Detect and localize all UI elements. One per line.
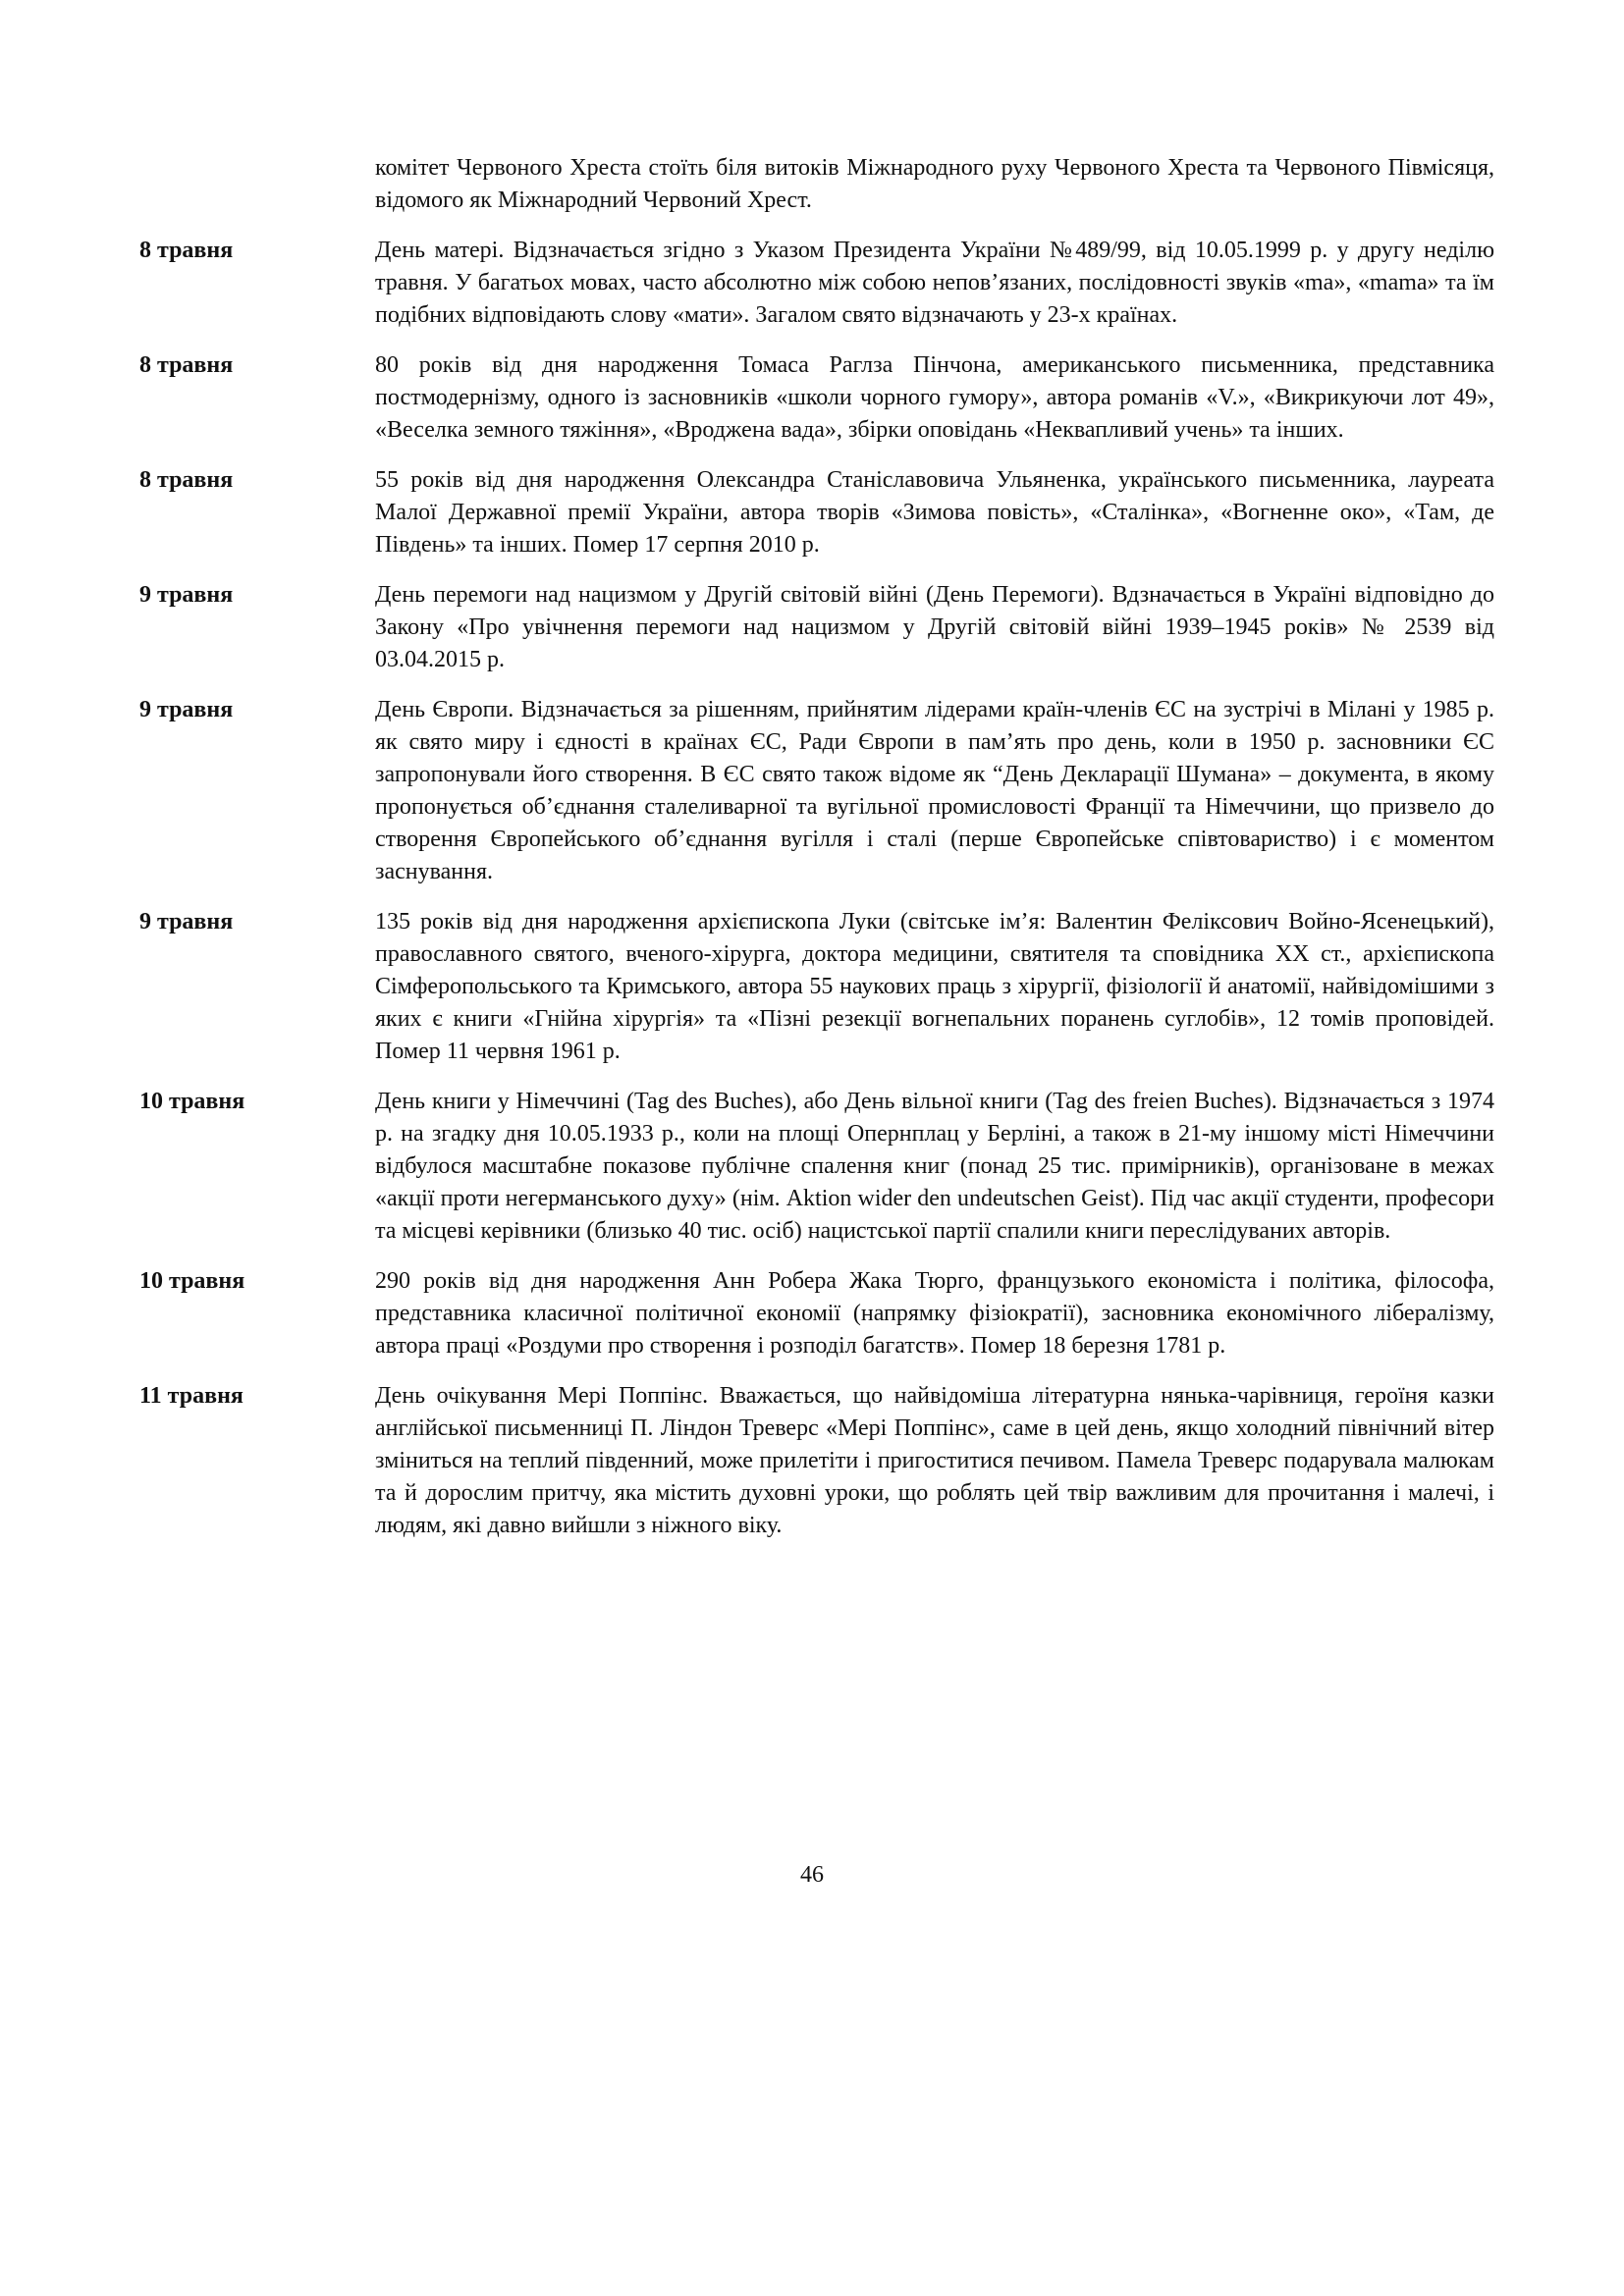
entry-date: 10 травня	[139, 1268, 245, 1294]
entry-text: 135 років від дня народження архієпископа Луки (світське ім’я: Валентин Феліксович Войно-Ясенецький), православного святого, вченого-хірурга, доктора медицини, святителя та сповідника XX ст., архієпископа Сімферопольського та Кримського, автора 55 наукових праць з хірургії, фізіології й анатомії, найвідомішими з яких є книги «Гнійна хірургія» та «Пізні резекції вогнепальних поранень суглобів», 12 томів проповідей. Помер 11 червня 1961 р.	[375, 909, 1494, 1064]
calendar-entry	[139, 464, 1494, 561]
entry-text: День очікування Мері Поппінс. Вважається, що найвідоміша літературна нянька-чарівниця, героїня казки англійської письменниці П. Ліндон Треверс «Мері Поппінс», саме в цей день, якщо холодний північний вітер зміниться на теплий південний, може прилетіти і пригоститися печивом. Памела Треверс подарувала малюкам та й дорослим притчу, яка містить духовні уроки, що роблять цей твір важливим для прочитання і малечі, і людям, які давно вийшли з ніжного віку.	[375, 1383, 1494, 1538]
entry-text: День Європи. Відзначається за рішенням, прийнятим лідерами країн-членів ЄС на зустрічі в Мілані у 1985 р. як свято миру і єдності в країнах ЄС, Ради Європи в пам’ять про день, коли в 1950 р. засновники ЄС запропонували його створення. В ЄС свято також відоме як “День Декларації Шумана» – документа, в якому пропонується об’єднання сталеливарної та вугільної промисловості Франції та Німеччини, що призвело до створення Європейського об’єднання вугілля і сталі (перше Європейське співтовариство) і є моментом заснування.	[375, 697, 1494, 884]
entry-text: День книги у Німеччині (Tag des Buches), або День вільної книги (Tag des freien Buches). Відзначається з 1974 р. на згадку дня 10.05.1933 р., коли на площі Опернплац у Берліні, а також в 21-му іншому місті Німеччини відбулося масштабне показове публічне спалення книг (понад 25 тис. примірників), організоване в межах «акції проти негерманського духу» (нім. Aktion wider den undeutschen Geist). Під час акції студенти, професори та місцеві керівники (близько 40 тис. осіб) нацистської партії спалили книги переслідуваних авторів.	[375, 1089, 1494, 1244]
entry-date: 8 травня	[139, 238, 234, 263]
calendar-entry	[139, 1086, 1494, 1248]
continuation-text: комітет Червоного Хреста стоїть біля витоків Міжнародного руху Червоного Хреста та Червоного Півмісяця, відомого як Міжнародний Червоний Хрест.	[375, 155, 1494, 213]
page-number: 46	[800, 1862, 824, 1888]
entry-date: 8 травня	[139, 467, 234, 493]
calendar-content	[139, 152, 1494, 1560]
entry-date: 8 травня	[139, 352, 234, 378]
entry-date: 9 травня	[139, 582, 234, 608]
entry-date: 11 травня	[139, 1383, 244, 1409]
entry-text: 290 років від дня народження Анн Робера Жака Тюрго, французького економіста і політика, філософа, представника класичної політичної економії (напрямку фізіократії), засновника економічного лібералізму, автора праці «Роздуми про створення і розподіл багатств». Помер 18 березня 1781 р.	[375, 1268, 1494, 1359]
calendar-entry	[139, 906, 1494, 1068]
entry-text: 80 років від дня народження Томаса Раглза Пінчона, американського письменника, представника постмодернізму, одного із засновників «школи чорного гумору», автора романів «V.», «Викрикуючи лот 49», «Веселка земного тяжіння», «Вроджена вада», збірки оповідань «Неквапливий учень» та інших.	[375, 352, 1494, 443]
entry-text: 55 років від дня народження Олександра Станіславовича Ульяненка, українського письменника, лауреата Малої Державної премії України, автора творів «Зимова повість», «Сталінка», «Вогненне око», «Там, де Південь» та інших. Помер 17 серпня 2010 р.	[375, 467, 1494, 558]
calendar-entry	[139, 235, 1494, 332]
entry-date: 9 травня	[139, 697, 234, 722]
calendar-entry	[139, 1380, 1494, 1542]
entry-date: 9 травня	[139, 909, 234, 934]
calendar-entry	[139, 349, 1494, 447]
continuation-entry	[139, 152, 1494, 217]
calendar-entry	[139, 1265, 1494, 1362]
calendar-entry	[139, 579, 1494, 676]
entry-text: День матері. Відзначається згідно з Указом Президента України №489/99, від 10.05.1999 р. у другу неділю травня. У багатьох мовах, часто абсолютно між собою непов’язаних, послідовності звуків «ma», «mama» та їм подібних відповідають слову «мати». Загалом свято відзначають у 23-х країнах.	[375, 238, 1494, 328]
entry-date: 10 травня	[139, 1089, 245, 1114]
entry-text: День перемоги над нацизмом у Другій світовій війні (День Перемоги). Вдзначається в Україні відповідно до Закону «Про увічнення перемоги над нацизмом у Другій світовій війні 1939–1945 років» № 2539 від 03.04.2015 р.	[375, 582, 1494, 672]
calendar-entry	[139, 694, 1494, 888]
